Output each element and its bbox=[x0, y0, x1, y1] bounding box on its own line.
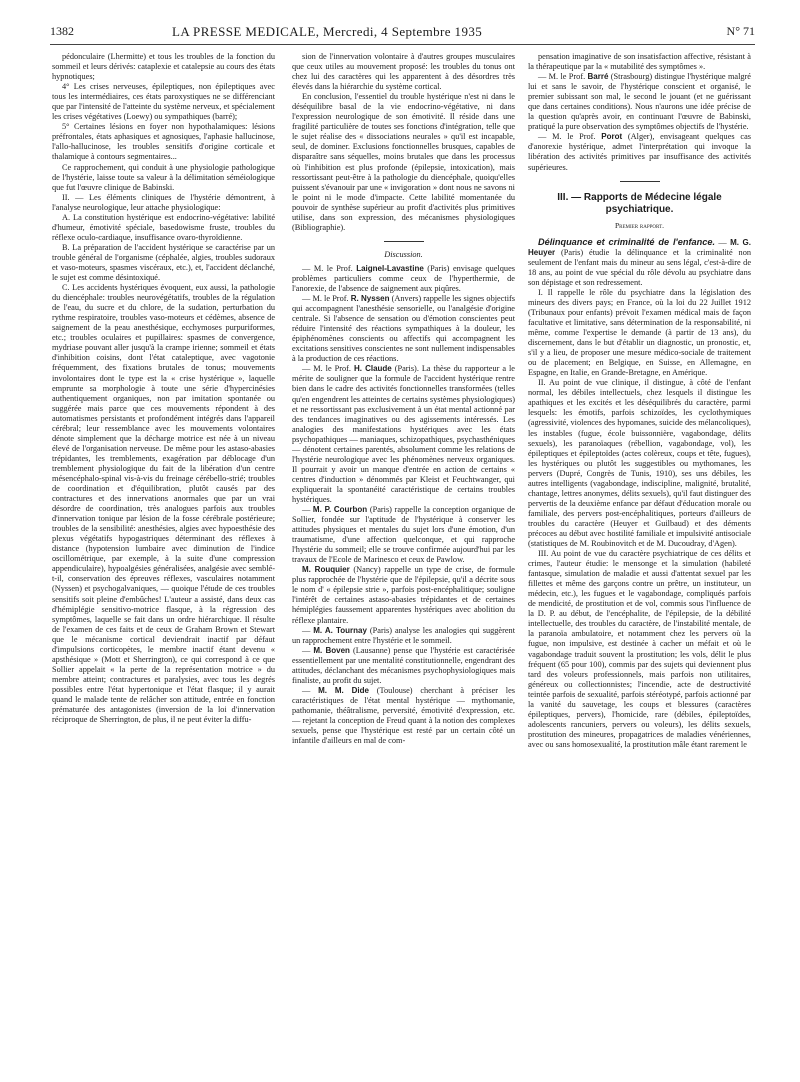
author-name: M. G. Heuyer bbox=[528, 237, 751, 257]
paragraph: III. Au point de vue du caractère psychiatrique de ces délits et crimes, l'auteur étudie: le mensonge et la simulation (habileté fantasque, simulation de maladie et aussi d'attentat sexuel par les fillettes et même des garçons contre un prêtre, un instituteur, un médecin, etc.), les fugues et le vagabondage, compliqués parfois de mendicité, de prostitution et de vol, commis sous l'influence de la D. P. au début, de l'encéphalite, de l'épilepsie, de la débilité intellectuelle, des troubles du caractère, de l'instabilité mentale, de la paranoïa ambulatoire, et notamment chez les pervers où la fugue, non impulsive, est destinée à cacher un méfait et où le vagabondage traduit souvent la prostitution; les vols, délit le plus fréquent (65 pour 100), commis par des sujets qui deviennent plus tard des voleurs professionnels, mais parfois non utilitaires, généreux ou collectionnistes; l'incendie, acte de destructivité teintée parfois de sexualité, parfois stéréotypé, parfois actionné par la vanité du sauvetage, les coups et blessures (caractères épileptiques, pervers), l'homicide, rare (débiles, épileptoïdes, adolescents rancuniers, pervers ou voleurs), les délits sexuels, prostitution des mineures, propagatrices de maladies vénériennes, avec ou sans homosexualité, la prostitution mâle étant rarement le bbox=[528, 549, 751, 749]
discussion-text: (Paris) analyse les analogies qui suggèrent un rapprochement entre l'hystérie et le sommeil. bbox=[292, 625, 515, 645]
paragraph: II. Au point de vue clinique, il distingue, à côté de l'enfant normal, les débiles intellectuels, chez lesquels il distingue les apathiques et les excités et les déséquilibrés du caractère, parmi lesquels: les émotifs, parfois schizoïdes, les cyclothymiques (agressivité, violences des hypomanes, suicide des mélancoliques), les instables (fugue, école buissonnière, vagabondage, délits sexuels), les paranoïaques (rébellion, vagabondage, vol), les épileptiques et épileptoïdes (actes colèreux, coups et tête, fugues), les hystériques ou plutôt les suggestibles ou mythomanes, les pervers (Dupré, Congrès de Tunis, 1910), ses uns débiles, les autres intelligents (vagabondage, indiscipline, malignité, brutalité, chantage, lettres anonymes, délits sexuels), qu'il faut distinguer des pervertis de la deuxième enfance par défaut d'éducation morale ou familiale, des pervers post-encéphalitiques, porteurs d'ailleurs de troubles du caractère (Heuyer et Guilbaud) et des déments précoces au début avec hostilité familiale et impulsivité antisociale (statistiques de M. Roubinovitch et de M. Ducoudray, d'Agen). bbox=[528, 378, 751, 549]
discussion-item bbox=[292, 264, 515, 294]
section-subtitle: Premier rapport. bbox=[614, 220, 665, 230]
column-3 bbox=[528, 52, 751, 1074]
column-3-discussion bbox=[528, 72, 751, 172]
discussion-lead: — bbox=[302, 685, 319, 695]
speaker-name: M. A. Tournay bbox=[313, 625, 367, 635]
paragraph: C. Les accidents hystériques évoquent, eux aussi, la pathologie du diencéphale: troubles neurovégétatifs, troubles de la régulation de l'eau, du sucre et du chlore, de la sudation, perturbation du rythme respiratoire, troubles vaso-moteurs et cédèmes, absence de saignement de la peau anesthésique, ecchymoses purpuriformes, etc.; troubles oculaires et pupillaires: spasmes de convergence, mydriase pouvant aller jusqu'à la crampe irienne; sommeil et états d'inhibition coisins, dont l'état cataleptique, avec vagotonie fréquemment, des fixations brutales de tonus; mouvements involontaires dont le type est la « crise hystérique », laquelle emprunte sa morphologie à toute une série d'hypercinésies authentiquement organiques, non par imitation spontanée ou suggérée mais parce que ces mouvements répondent à des automatismes persistants et profondément intégrés dans l'appareil cérébral; leur ressemblance avec les mouvements volontaires dénote simplement que la décharge motrice est née à un niveau élevé de l'organisation nerveuse. De même pour les astaso-abasies trépidantes, les tremblements, exagération par déblocage d'un tremblement physiologique du fait de la libération d'un centre mésencéphalo-spinal vis-à-vis du freinage cérébello-strié; troubles de coordination et d'équilibration, plutôt causés par des contractures et des innervations anormales que par un vrai désordre de coordination, très analogues parfois aux troubles d'innervation tonique par lésion de la fosse cérébrale postérieure; troubles de la sensibilité: anesthésies, algies avec hypoesthésie des plexus végétatifs hypogastriques déterminant des réflexes à distance (hypotension lumbaire avec diminution de l'indice oscillométrique, par exemple, à la suite d'une compression appendiculaire), hypoalgésies généralisées, analgésie avec semblé-t-il, conservation des épreuves réflexes, vasculaires notamment (Nyssen) et psychogalvaniques, — quoique l'étude de ces troubles sensitifs soit pleine d'embûches! L'auteur a assisté, dans deux cas d'hémiplégie sensitivo-motrice flasque, à la régression des symptômes, laquelle se fait dans un ordre hiérarchique. Il résulte de l'examen de ces faits et de ceux de Graham Brown et Stewart que le mécanisme cortical deviendrait inactif par défaut d'impulsions corticopètes, le membre inactif étant devenu « apsthésique » (Mott et Sherrington), ce qui correspond à ce que Sollier appelait « la perte de la représentation motrice » du membre atteint; contractures et paralysies, avec tous les degrés possibles entre l'état hypertonique et l'état flasque; il y aurait quand le malade tente de relâcher son attitude, entrée en fonction prématurée des antagonistes (inversion de la loi d'innervation réciproque de Sherrington, de plus, il ne peut éviter la diffu- bbox=[52, 283, 275, 725]
paragraph: I. Il rappelle le rôle du psychiatre dans la législation des mineurs des divers pays; en France, où la loi du 22 Juillet 1912 (Tribunaux pour enfants) prévoit l'examen médical mais de façon facultative et limitative, sans détermination de la responsabilité, ni même, comme l'expertise le demande (à partir de 13 ans), du discernement, dans le but d'établir un diagnostic, un pronostic, et, s'il y a lieu, de proposer une mesure médico-sociale de traitement ou de placement; en Belgique, en Suisse, en Allemagne, en Espagne, en Italie, en Grande-Bretagne, en Amérique. bbox=[528, 287, 751, 378]
discussion-item bbox=[292, 686, 515, 746]
article-intro-text: (Paris) étudie la délinquance et la criminalité non seulement de l'enfant mais du mineur au sens légal, c'est-à-dire de 18 ans, au point de vue spécial du rôle dévolu au psychiatre dans son dépistage et son redressement. bbox=[528, 247, 751, 287]
section-title: III. — Rapports de Médecine légale psychiatrique. bbox=[557, 191, 722, 215]
discussion-heading: Discussion. bbox=[384, 249, 423, 259]
discussion-lead: — M. le Prof. bbox=[538, 132, 602, 142]
speaker-name: H. Claude bbox=[353, 364, 392, 374]
article-intro: Délinquance et criminalité de l'enfance. — M. G. Heuyer (Paris) étudie la délinquance et la criminalité non seulement de l'enfant mais du mineur au sens légal, c'est-à-dire de 18 ans, au point de vue spécial du rôle dévolu au psychiatre dans son dépistage et son redressement. bbox=[528, 236, 751, 287]
discussion-text: (Paris) envisage quelques problèmes particuliers comme ceux de l'hyperthermie, de l'anorexie, de l'absence de saignement aux piqûres. bbox=[292, 263, 515, 293]
speaker-name: R. Nyssen bbox=[350, 294, 390, 304]
paragraph: En conclusion, l'essentiel du trouble hystérique n'est ni dans le déséquilibre basal de la vie endocrino-végétative, ni dans l'expression neurologique de son émotivité. Il réside dans une fragilité particulière de toutes ses fonctions d'intégration, telle que le sujet réalise des « dissociations neurales » qu'il est incapable, seul, de dominer. Exclusions fonctionnelles brusques, capables de disparaître sans séquelles, moins brutales que dans les processus où l'inhibition est plus profonde (épilepsie, intoxication), mais ressortissant peut-être à la pathologie du diencéphale, quoiqu'elles puissent s'évanouir par une « invigoration » dont nous ne savons ni le point ni le mode d'impacte. Cette labilité momentanée du pouvoir de synthèse supérieur au profit d'activités plus primitives utilise, dans son expression, des mécanismes physiologiques (Bibliographie). bbox=[292, 92, 515, 232]
discussion-text: (Lausanne) pense que l'hystérie est caractérisée essentiellement par une mentalité constitutionnelle, engendrant des attitudes, déclanchant des mécanismes psychophysiologiques mais finaliste, au profit du sujet. bbox=[292, 645, 515, 685]
column-3-body bbox=[528, 288, 751, 750]
speaker-name: M. Boven bbox=[313, 645, 350, 655]
journal-title: LA PRESSE MEDICALE, Mercredi, 4 Septembre 1935 bbox=[172, 24, 483, 39]
speaker-name: M. M. Dide bbox=[318, 685, 369, 695]
speaker-name: Barré bbox=[587, 72, 609, 82]
discussion-lead: — M. le Prof. bbox=[302, 263, 357, 273]
discussion-item bbox=[292, 505, 515, 565]
speaker-name: Laignel-Lavastine bbox=[356, 263, 424, 273]
paragraph: B. La préparation de l'accident hystérique se caractérise par un trouble général de l'organisme (céphalée, algies, troubles sudoraux et vaso-moteurs, spasmes viscéraux, etc.), et, l'accident déclanché, le sujet est comme désintoxiqué. bbox=[52, 242, 275, 283]
discussion-text: (Toulouse) cherchant à préciser les caractéristiques de l'état mental hystérique — mythomanie, pathomanie, théâtralisme, perversité, émotivité d'expression, etc. — rejetant la conception de Freud quant à la notion des complexes sexuels, pense que l'hystérique est resté par un certain côté un infantile d'ailleurs en mal de com- bbox=[292, 685, 515, 746]
discussion-lead: — M. le Prof. bbox=[302, 364, 354, 374]
discussion-item bbox=[292, 364, 515, 505]
discussion-text: (Paris) rappelle la conception organique de Sollier, fondée sur l'aptitude de l'hystérique à conserver les attitudes physiques et mentales du sujet lors d'une émotion, d'un traumatisme, d'une affection quelconque, et qui rapproche l'hystérie du sommeil; elle se trouve confirmée aujourd'hui par les travaux de l'Ecole de Marinesco et ceux de Pawlow. bbox=[292, 505, 515, 565]
discussion-text: (Nancy) rappelle un type de crise, de formule plus rapprochée de l'hystérie que de l'épilepsie, qu'il a décrite sous le nom d' « épilepsie strie », parfois post-encéphalitique; souligne l'intérêt de certaines astaso-abasies trépidantes et de certaines hémiplégies faussement apparentes hystériques avec abolition du réflexe plantaire. bbox=[292, 565, 515, 625]
discussion-item bbox=[292, 294, 515, 364]
separator bbox=[620, 181, 660, 182]
column-2-intro bbox=[292, 52, 515, 233]
paragraph: 4° Les crises nerveuses, épileptiques, non épileptiques avec tous les intermédiaires, ces états paroxystiques ne se différenciant que par l'intensité de l'atteinte du système nerveux, et spécialement les crises végétatives (Loewy) ou sympathiques (barré); bbox=[52, 82, 275, 122]
discussion-item bbox=[292, 565, 515, 625]
separator bbox=[384, 241, 424, 242]
paragraph: pédonculaire (Lhermitte) et tous les troubles de la fonction du sommeil et leurs dérivés: cataplexie et catalepsie au cours des états hypnotiques; bbox=[52, 52, 275, 82]
discussion-item bbox=[292, 646, 515, 686]
discussion-text: (Paris). La thèse du rapporteur a le mérite de souligner que la formule de l'accident hystérique rentre bien dans le cadre des activités fonctionnelles transformées (telles qu'en engendrent les atteintes de certains systèmes physiologiques) et ne ressortissant pas exclusivement à un état mental actionné par des tendances imaginatives ou des agissements intéressés. Les analogies des manifestations hystériques avec les états psychopathiques — maniaques, schizopathiques, psychasthéniques — dénotent certaines parentés, absolument comme les relations de l'hystérie neurologique avec les phénomènes nerveux organiques. Il pourrait y avoir un manque d'entrée en action de certains « centres d'induction » dénommés par Kleist et Feuchtwanger, qui expliquerait la spontanéité caractéristique de certains troubles hystériques. bbox=[292, 364, 515, 504]
speaker-name: Porot bbox=[601, 132, 623, 142]
paragraph: sion de l'innervation volontaire à d'autres groupes musculaires que ceux utiles au mouvement proposé: les troubles du tonus ont chez lui des caractères qui les apparentent à des désordres très élevés dans la hiérarchie du système cortical. bbox=[292, 52, 515, 92]
speaker-name: M. P. Courbon bbox=[312, 505, 368, 515]
discussion-item bbox=[528, 72, 751, 132]
article-title: Délinquance et criminalité de l'enfance. bbox=[538, 236, 715, 247]
discussion-lead: — bbox=[302, 645, 314, 655]
page-number: 1382 bbox=[50, 24, 74, 38]
discussion-text: (Alger), envisageant quelques cas d'anorexie hystérique, admet l'interprétation qui invoque la libération des activités primitives par insuffisance des activités supérieures. bbox=[528, 132, 751, 172]
header-rule bbox=[50, 44, 755, 45]
column-3-intro bbox=[528, 52, 751, 72]
column-2 bbox=[292, 52, 515, 1074]
discussion-item bbox=[528, 132, 751, 172]
discussion-lead: — M. le Prof. bbox=[538, 72, 588, 82]
discussion-item bbox=[292, 626, 515, 646]
discussion-lead: — bbox=[302, 625, 314, 635]
issue-number: N° 71 bbox=[726, 24, 755, 38]
discussion-lead: — M. le Prof. bbox=[302, 294, 351, 304]
discussion-lead: — bbox=[302, 505, 313, 515]
discussion-text: (Anvers) rappelle les signes objectifs qui accompagnent l'anesthésie sensorielle, ou l'analgésie d'origine centrale. Si l'absence de sensation ou d'émotion conscientes peut réduire l'intensité des réactions sympathiques à la douleur, les épiphénomènes conscients ou affectifs qui accompagnent les excitations sensitives conscientes ne sont nullement indispensables à la production de ces réactions. bbox=[292, 294, 515, 364]
column-1 bbox=[52, 52, 275, 1074]
paragraph: A. La constitution hystérique est endocrino-végétative: labilité d'humeur, émotivité spéciale, basedowisme fruste, troubles du réflexe oculo-cardiaque, insuffisance ovaro-thyroïdienne. bbox=[52, 212, 275, 242]
paragraph: pensation imaginative de son insatisfaction affective, résistant à la thérapeutique par la « mutabilité des symptômes ». bbox=[528, 52, 751, 72]
discussion-text: (Strasbourg) distingue l'hystérique malgré lui et sans le savoir, de l'hystérique conscient et organisé, le premier subissant son mal, le second le jouant (et ne guérissant que dans certaines conditions). Nous n'aurons une idée précise de la question qu'après avoir, en continuant l'œuvre de Babinski, pratiqué la pure observation des symptômes objectifs de l'hystérie. bbox=[528, 72, 751, 132]
page-header bbox=[50, 24, 755, 40]
paragraph: 5° Certaines lésions en foyer non hypothalamiques: lésions préfrontales, états aphasiques et agnosiques, l'aphasie hallucinose, l'allo-hallucinose, les troubles sensitifs d'origine corticale et thalamique à contours segmentaires... bbox=[52, 122, 275, 162]
paragraph: II. — Les éléments cliniques de l'hystérie démontrent, à l'analyse neurologique, leur attache physiologique: bbox=[52, 192, 275, 212]
paragraph: Ce rapprochement, qui conduit à une physiologie pathologique de l'hystérie, laisse toute sa valeur à la délimitation séméiologique que fut l'œuvre clinique de Babinski. bbox=[52, 162, 275, 192]
speaker-name: M. Rouquier bbox=[302, 565, 350, 575]
discussion-list bbox=[292, 264, 515, 746]
